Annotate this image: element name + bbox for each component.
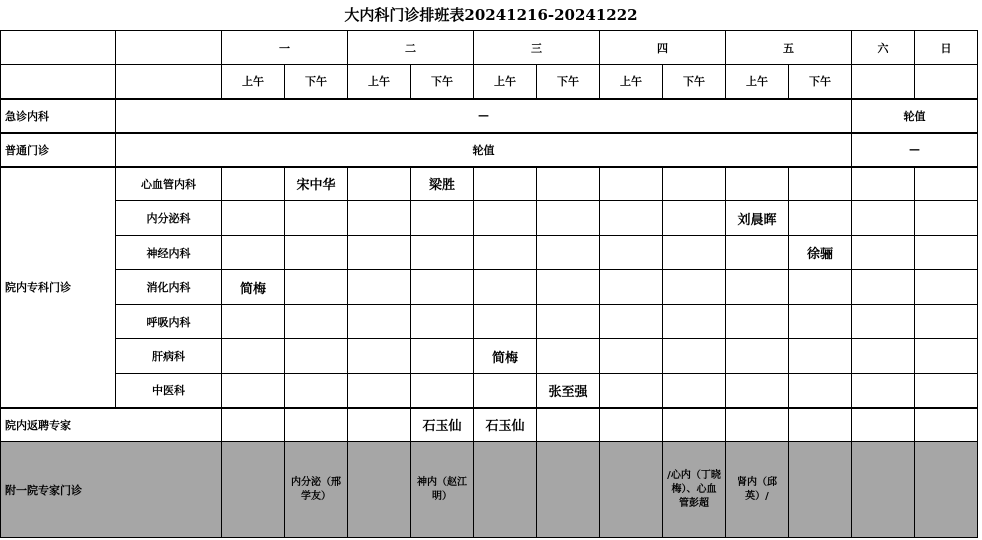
schedule-cell [852,167,915,201]
schedule-cell [600,236,663,270]
schedule-cell [348,201,411,236]
schedule-cell [789,374,852,408]
schedule-cell: 简梅 [222,270,285,305]
schedule-cell [411,374,474,408]
specialty-row [1,339,978,374]
schedule-cell [348,339,411,374]
schedule-cell: 梁胜 [411,167,474,201]
schedule-cell [726,236,789,270]
schedule-cell [537,339,600,374]
schedule-cell [222,374,285,408]
am-header: 上午 [222,65,285,99]
emergency-label: 急诊内科 [1,99,116,133]
schedule-cell [726,167,789,201]
schedule-cell [915,339,978,374]
pm-header: 下午 [789,65,852,99]
specialty-row [1,270,978,305]
schedule-cell [348,167,411,201]
schedule-cell: 宋中华 [285,167,348,201]
schedule-cell [600,339,663,374]
schedule-cell [348,408,411,442]
schedule-cell [285,201,348,236]
schedule-cell [600,270,663,305]
schedule-cell [348,270,411,305]
schedule-cell [285,305,348,339]
schedule-cell: 张至强 [537,374,600,408]
dept-name: 呼吸内科 [116,305,222,339]
schedule-cell [852,374,915,408]
schedule-cell [789,339,852,374]
affiliated-label: 附一院专家门诊 [1,442,222,538]
schedule-cell [222,305,285,339]
schedule-cell [852,442,915,538]
general-row [1,133,978,167]
am-header: 上午 [474,65,537,99]
schedule-cell: 神内（赵江明） [411,442,474,538]
schedule-cell [600,167,663,201]
specialty-row [1,201,978,236]
am-header: 上午 [348,65,411,99]
schedule-cell [474,305,537,339]
schedule-cell [726,339,789,374]
schedule-cell [285,374,348,408]
schedule-cell: 肾内（邱英）/ [726,442,789,538]
specialty-row [1,305,978,339]
specialty-row [1,374,978,408]
schedule-cell [663,167,726,201]
schedule-cell [474,374,537,408]
schedule-cell [600,408,663,442]
schedule-cell [726,305,789,339]
schedule-cell [537,236,600,270]
day-header-fri: 五 [726,31,852,65]
dept-name: 心血管内科 [116,167,222,201]
schedule-cell [789,408,852,442]
pm-header: 下午 [663,65,726,99]
dept-name: 内分泌科 [116,201,222,236]
schedule-cell [348,236,411,270]
day-header-wed: 三 [474,31,600,65]
schedule-cell: 简梅 [474,339,537,374]
schedule-cell: 石玉仙 [474,408,537,442]
schedule-cell [852,408,915,442]
schedule-cell [285,270,348,305]
schedule-cell [915,236,978,270]
schedule-cell [474,201,537,236]
schedule-cell [663,339,726,374]
general-label: 普通门诊 [1,133,116,167]
pm-header: 下午 [411,65,474,99]
schedule-cell [915,408,978,442]
schedule-cell [915,201,978,236]
schedule-cell [915,374,978,408]
schedule-cell [726,408,789,442]
schedule-cell [600,374,663,408]
half-day-header-row [1,65,978,99]
schedule-cell [474,167,537,201]
schedule-cell [411,201,474,236]
schedule-cell [222,339,285,374]
rehired-label: 院内返聘专家 [1,408,222,442]
schedule-cell [222,442,285,538]
page-title: 大内科门诊排班表20241216-20241222 [344,6,638,24]
schedule-cell: /心内（丁晓梅）、心血管彭超 [663,442,726,538]
schedule-cell [411,339,474,374]
schedule-cell [411,270,474,305]
schedule-cell [537,270,600,305]
day-header-sat: 六 [852,31,915,65]
emergency-weekday-value: — [116,99,852,133]
schedule-cell [537,305,600,339]
schedule-cell [348,442,411,538]
schedule-cell: 徐骊 [789,236,852,270]
schedule-cell [222,236,285,270]
dept-name: 肝病科 [116,339,222,374]
schedule-cell [663,305,726,339]
schedule-cell [852,339,915,374]
schedule-cell [789,305,852,339]
empty-header-cell [852,65,915,99]
emergency-row [1,99,978,133]
schedule-cell [285,408,348,442]
general-weekend-value: — [852,133,978,167]
affiliated-row [1,442,978,538]
schedule-cell [789,442,852,538]
day-header-tue: 二 [348,31,474,65]
schedule-cell [537,442,600,538]
specialty-row [1,167,978,201]
schedule-cell [663,236,726,270]
schedule-cell [915,305,978,339]
schedule-cell [726,270,789,305]
empty-header-cell [1,31,116,65]
schedule-cell [474,442,537,538]
schedule-cell [348,305,411,339]
schedule-cell [537,167,600,201]
schedule-cell [663,270,726,305]
schedule-cell [915,167,978,201]
schedule-cell: 内分泌（邢学友） [285,442,348,538]
schedule-cell [852,270,915,305]
schedule-cell [348,374,411,408]
schedule-cell [285,339,348,374]
schedule-cell [915,442,978,538]
schedule-cell [852,305,915,339]
schedule-cell [222,167,285,201]
schedule-cell [915,270,978,305]
dept-name: 中医科 [116,374,222,408]
day-header-mon: 一 [222,31,348,65]
specialty-group-label: 院内专科门诊 [1,167,116,408]
day-header-row [1,31,978,65]
dept-name: 消化内科 [116,270,222,305]
schedule-cell [663,408,726,442]
schedule-cell [285,236,348,270]
rehired-row [1,408,978,442]
schedule-cell [726,374,789,408]
schedule-cell [474,270,537,305]
schedule-cell [663,374,726,408]
schedule-cell [600,305,663,339]
schedule-cell [600,201,663,236]
emergency-weekend-value: 轮值 [852,99,978,133]
am-header: 上午 [600,65,663,99]
schedule-cell [222,201,285,236]
schedule-cell [852,201,915,236]
schedule-cell [537,201,600,236]
schedule-table [0,30,978,538]
schedule-cell [411,305,474,339]
dept-name: 神经内科 [116,236,222,270]
schedule-cell [537,408,600,442]
specialty-row [1,236,978,270]
empty-header-cell [915,65,978,99]
schedule-cell: 刘晨晖 [726,201,789,236]
pm-header: 下午 [537,65,600,99]
am-header: 上午 [726,65,789,99]
empty-header-cell [1,65,116,99]
schedule-cell [474,236,537,270]
general-weekday-value: 轮值 [116,133,852,167]
schedule-cell [852,236,915,270]
schedule-cell [222,408,285,442]
schedule-cell: 石玉仙 [411,408,474,442]
empty-header-cell [116,31,222,65]
schedule-cell [663,201,726,236]
schedule-cell [789,201,852,236]
schedule-cell [789,167,852,201]
schedule-cell [411,236,474,270]
schedule-cell [600,442,663,538]
schedule-cell [789,270,852,305]
day-header-sun: 日 [915,31,978,65]
pm-header: 下午 [285,65,348,99]
day-header-thu: 四 [600,31,726,65]
empty-header-cell [116,65,222,99]
